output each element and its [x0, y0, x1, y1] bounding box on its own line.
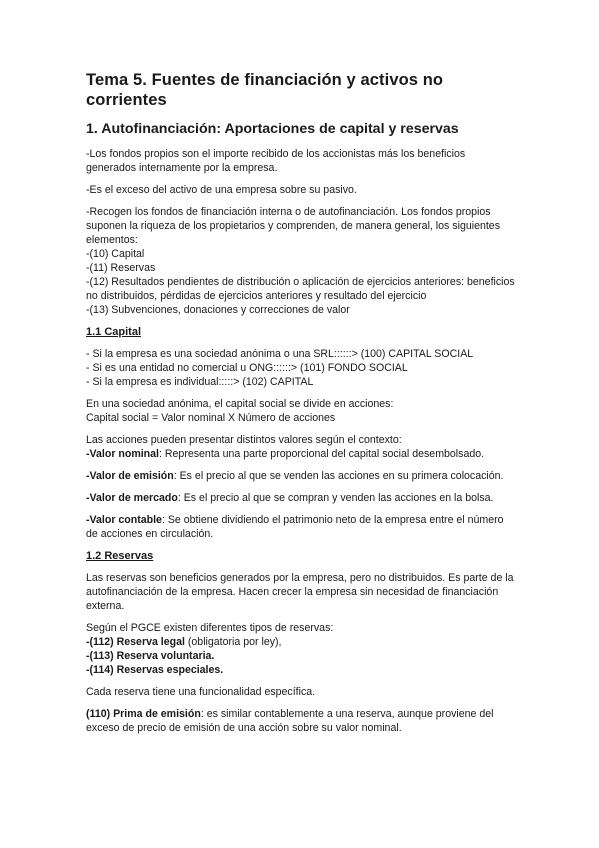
valor-mercado-text: : Es el precio al que se compran y venden las acciones en la bolsa. — [177, 492, 494, 504]
reserva-legal-label: -(112) Reserva legal — [86, 636, 185, 648]
capital-types-block — [86, 347, 516, 389]
reserva-legal-text: (obligatoria por ley), — [184, 636, 282, 648]
section-1-1-heading: 1.1 Capital — [86, 326, 142, 338]
section-1-paragraph-2: -Es el exceso del activo de una empresa sobre su pasivo. — [86, 184, 357, 196]
valor-contable-label: -Valor contable — [86, 514, 162, 526]
list-item: -(10) Capital — [86, 248, 145, 260]
section-1-paragraph-3: -Recogen los fondos de financiación interna o de autofinanciación. Los fondos propios suponen la riqueza de los propietarios y comprenden, de manera general, los siguientes elementos: — [86, 206, 500, 246]
list-item — [86, 635, 516, 649]
section-1-heading: 1. Autofinanciación: Aportaciones de capital y reservas — [86, 121, 459, 137]
capital-division-block — [86, 397, 516, 425]
reservas-paragraph-1: Las reservas son beneficios generados por la empresa, pero no distribuidos. Es parte de la autofinanciación de la empresa. Hacen crecer la empresa sin necesidad de financiación externa. — [86, 572, 514, 612]
valor-emision-item — [86, 469, 516, 483]
valor-mercado-label: -Valor de mercado — [86, 492, 178, 504]
valor-mercado-item — [86, 491, 516, 505]
list-item — [86, 649, 516, 663]
list-item: - Si es una entidad no comercial u ONG::::::> (101) FONDO SOCIAL — [86, 362, 408, 374]
list-item: -(13) Subvenciones, donaciones y correcciones de valor — [86, 304, 350, 316]
section-1-paragraph-1: -Los fondos propios son el importe recibido de los accionistas más los beneficios generados internamente por la empresa. — [86, 148, 466, 174]
reservas-types-intro: Según el PGCE existen diferentes tipos de reservas: — [86, 622, 334, 634]
valor-contable-text: : Se obtiene dividiendo el patrimonio neto de la empresa entre el número de acciones en circulación. — [86, 514, 504, 540]
document-content — [86, 70, 516, 743]
valor-nominal-label: -Valor nominal — [86, 448, 159, 460]
share-values-intro-block — [86, 433, 516, 461]
capital-formula: Capital social = Valor nominal X Número de acciones — [86, 412, 336, 424]
list-item: -(11) Reservas — [86, 262, 156, 274]
reservas-types-block — [86, 621, 516, 677]
section-1-2-heading: 1.2 Reservas — [86, 550, 154, 562]
prima-emision-label: (110) Prima de emisión — [86, 708, 201, 720]
list-item: -(12) Resultados pendientes de distribución o aplicación de ejercicios anteriores: beneficios no distribuidos, pérdidas de ejercicios anteriores y resultado del ejercicio — [86, 276, 515, 302]
list-item: - Si la empresa es una sociedad anónima o una SRL::::::> (100) CAPITAL SOCIAL — [86, 348, 474, 360]
prima-emision-text: : es similar contablemente a una reserva, aunque proviene del exceso de precio de emisión de una acción sobre su valor nominal. — [86, 708, 494, 734]
section-1-elements-block — [86, 205, 516, 317]
reservas-paragraph-3: Cada reserva tiene una funcionalidad específica. — [86, 686, 316, 698]
valor-contable-item — [86, 513, 516, 541]
valor-emision-label: -Valor de emisión — [86, 470, 174, 482]
reservas-especiales-label: -(114) Reservas especiales. — [86, 664, 224, 676]
list-item — [86, 663, 516, 677]
capital-division-text: En una sociedad anónima, el capital social se divide en acciones: — [86, 398, 394, 410]
prima-emision-item — [86, 707, 516, 735]
valor-nominal-text: : Representa una parte proporcional del capital social desembolsado. — [159, 448, 485, 460]
share-values-intro: Las acciones pueden presentar distintos valores según el contexto: — [86, 434, 402, 446]
valor-nominal-item — [86, 447, 516, 461]
valor-emision-text: : Es el precio al que se venden las acciones en su primera colocación. — [173, 470, 504, 482]
list-item: - Si la empresa es individual:::::> (102) CAPITAL — [86, 376, 314, 388]
reserva-voluntaria-label: -(113) Reserva voluntaria. — [86, 650, 215, 662]
page-title: Tema 5. Fuentes de financiación y activos no corrientes — [86, 71, 444, 109]
